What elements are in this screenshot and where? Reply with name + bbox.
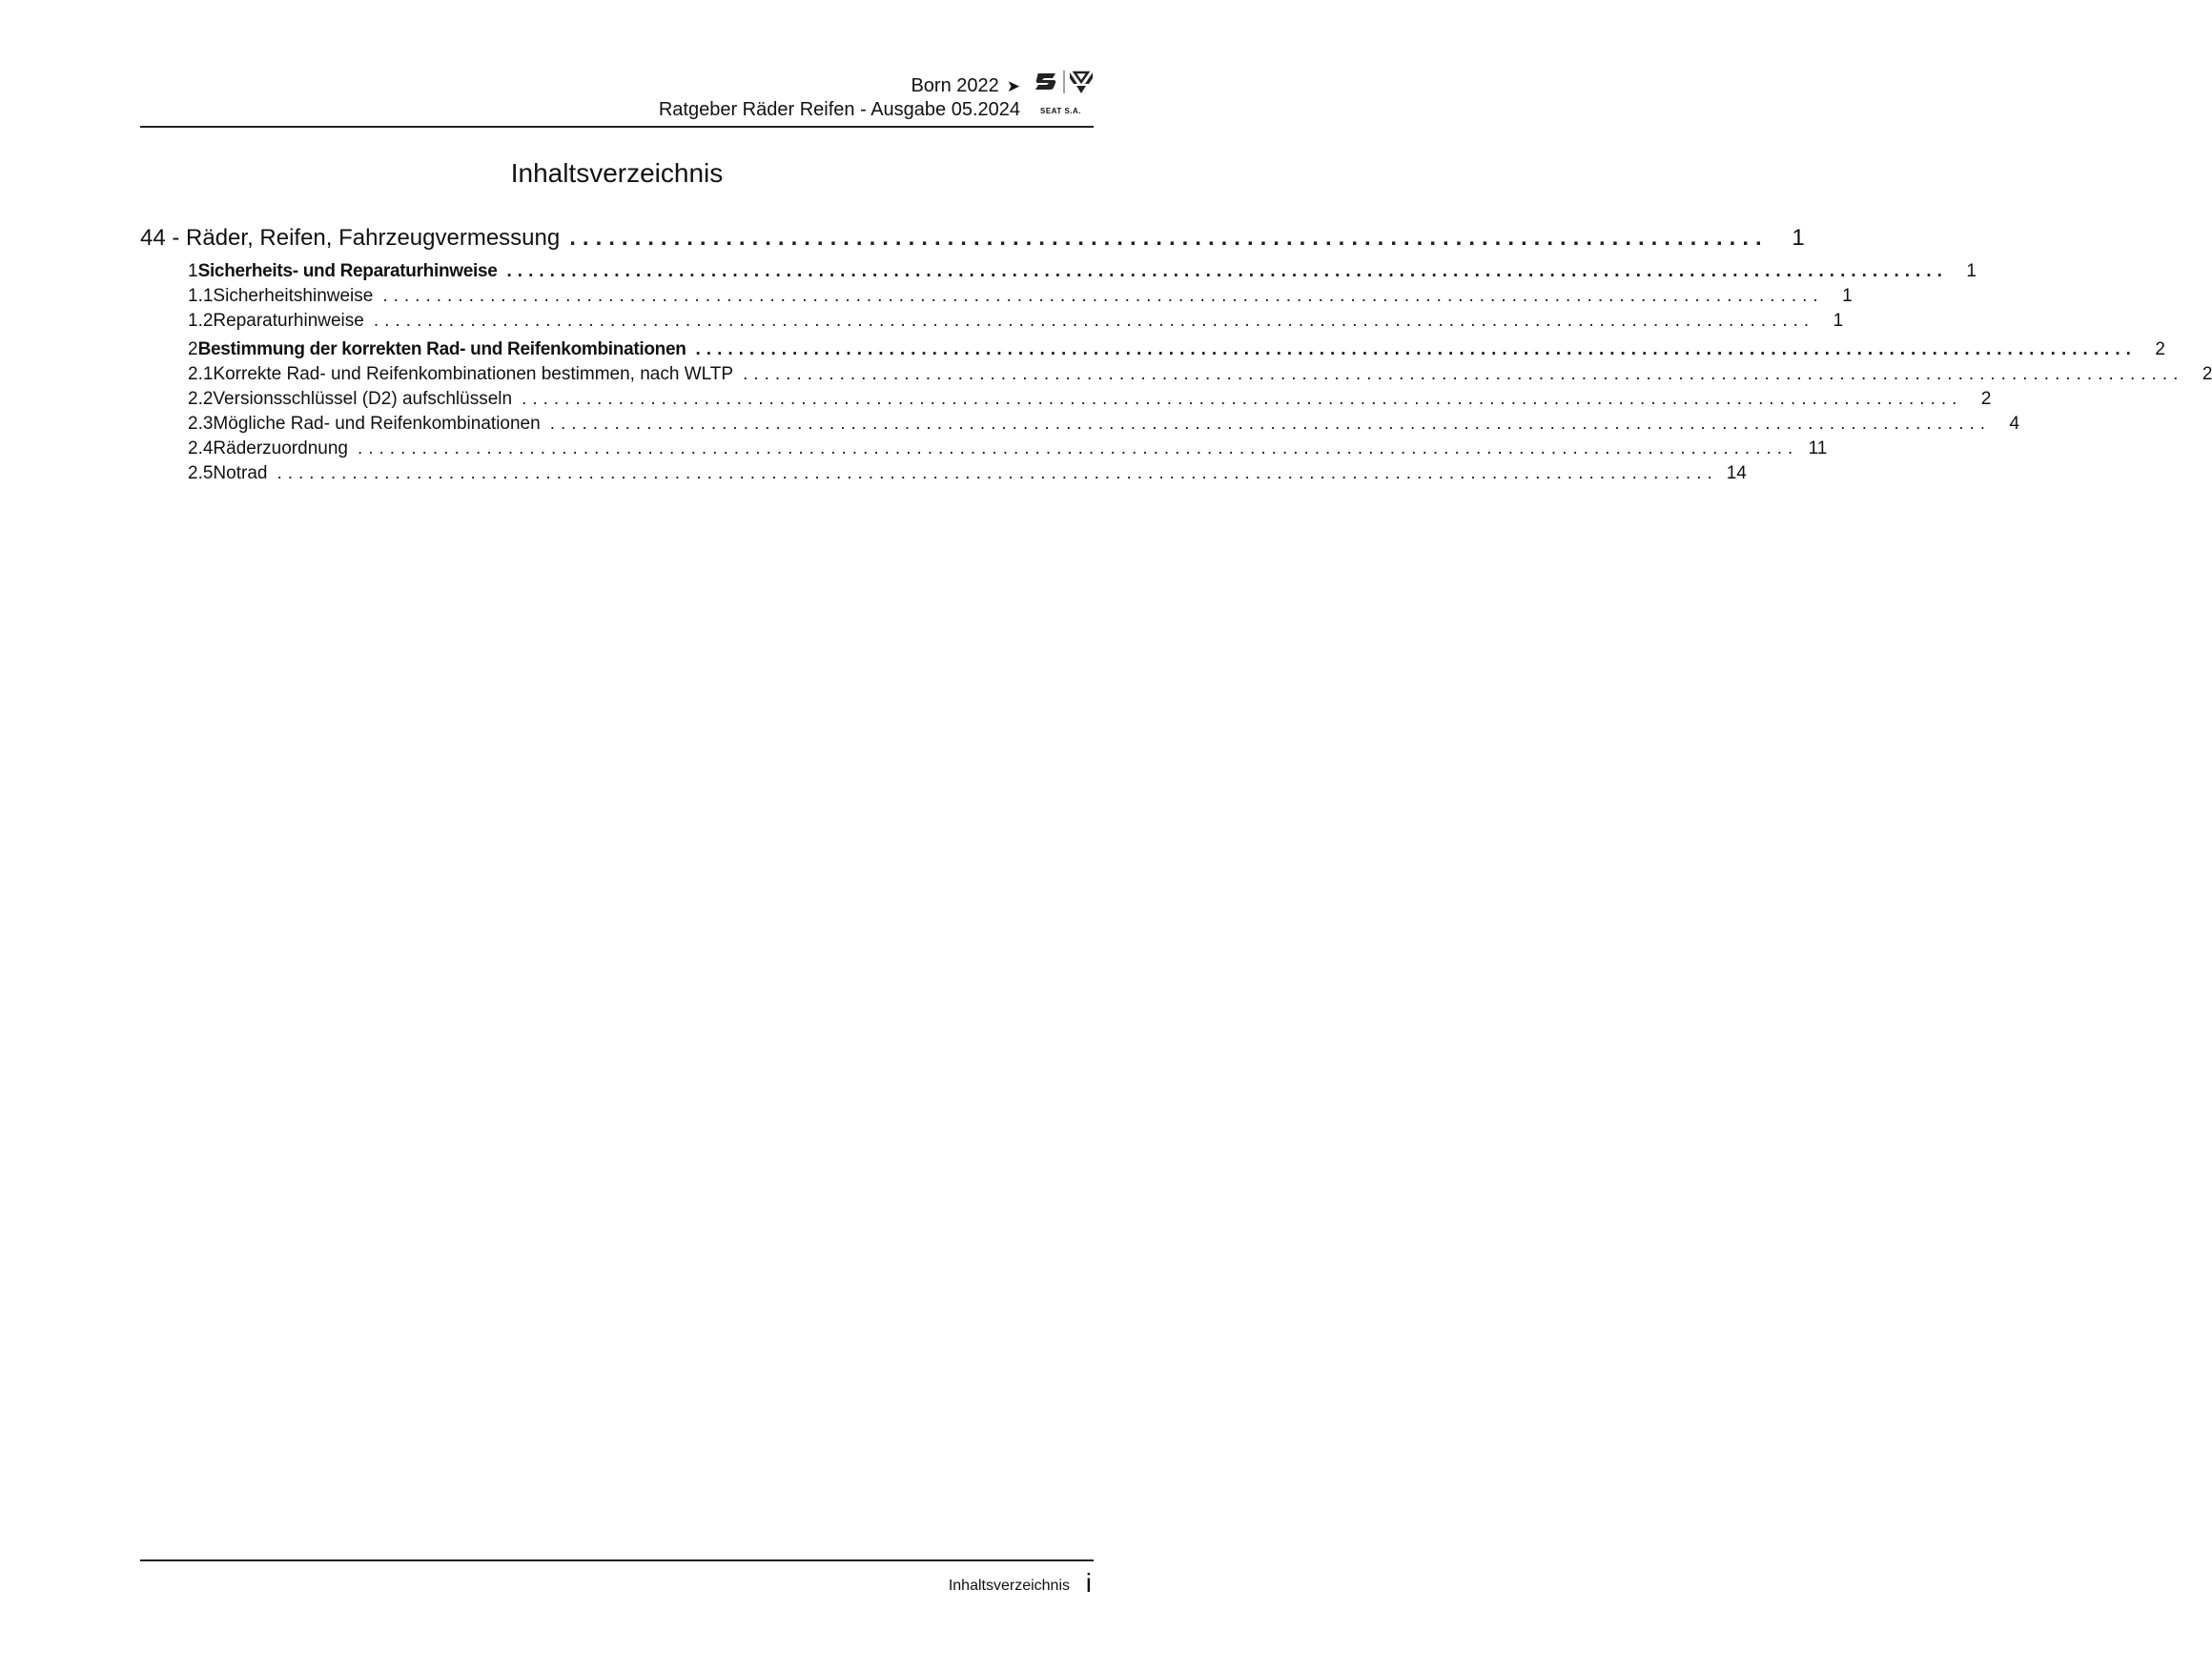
toc-entry-page: 14 [1726, 463, 1747, 483]
toc-entry[interactable] [140, 414, 2020, 435]
footer-page-number: i [1085, 1568, 1092, 1598]
seat-logo-icon [1035, 73, 1055, 90]
toc-entry-page: 2 [2202, 364, 2212, 384]
toc-entry[interactable] [140, 463, 1747, 484]
toc-entry-page: 11 [1808, 438, 1828, 459]
page-title: Inhaltsverzeichnis [510, 158, 724, 188]
toc-leader-dots: ...................................................................................................................................... [382, 286, 1824, 306]
header-rule [140, 126, 1094, 128]
toc-chapter-entry[interactable] [140, 225, 1805, 252]
toc-entry-title: Versionsschlüssel (D2) aufschlüsseln [213, 389, 513, 409]
toc-leader-dots: ...................................................................................................................................... [695, 339, 2137, 359]
toc-entry[interactable] [140, 438, 1828, 459]
toc-leader-dots: ...................................................................................................................................... [743, 364, 2184, 384]
toc-chapter-title: 44 - Räder, Reifen, Fahrzeugvermessung [140, 225, 561, 251]
arrow-icon: ➤ [1006, 77, 1020, 95]
toc-entry-title: Bestimmung der korrekten Rad- und Reifenkombinationen [197, 339, 686, 359]
model-name: Born 2022 [911, 75, 999, 96]
toc-entry-title: Räderzuordnung [213, 438, 348, 459]
document-subtitle: Ratgeber Räder Reifen - Ausgabe 05.2024 [658, 99, 1020, 120]
toc-entry-number: 2.5 [188, 463, 214, 483]
toc-entry-title: Notrad [213, 463, 268, 483]
toc-entry-title: Mögliche Rad- und Reifenkombinationen [213, 414, 541, 434]
toc-entry-number: 2.1 [188, 364, 214, 384]
toc-entry-title: Sicherheitshinweise [213, 286, 374, 306]
toc-leader-dots: ...................................................................................................................................... [276, 463, 1718, 483]
toc-entry-number: 2.3 [188, 414, 214, 434]
toc-entry[interactable] [140, 261, 1976, 282]
toc-entry[interactable] [140, 339, 2165, 360]
toc-entry-number: 1.2 [188, 311, 214, 331]
toc-leader-dots: ...................................................................................................................................... [506, 261, 1948, 281]
header [659, 74, 1020, 122]
toc-entry-title: Reparaturhinweise [213, 311, 364, 331]
toc-entry-number: 2.2 [188, 389, 214, 409]
toc-entry[interactable] [140, 311, 1844, 332]
toc-entry-title: Sicherheits- und Reparaturhinweise [197, 261, 498, 281]
toc-leader-dots: ...................................................................................................................................... [522, 389, 1963, 409]
toc-leader-dots: ...................................................................................................................................... [373, 311, 1815, 331]
toc-entry-title: Korrekte Rad- und Reifenkombinationen bestimmen, nach WLTP [213, 364, 734, 384]
toc-entry-page: 4 [2009, 414, 2020, 434]
toc-leader-dots: ............................................................................................ [569, 225, 1769, 251]
toc-entry[interactable] [140, 286, 1853, 307]
toc-chapter-page: 1 [1792, 225, 1805, 251]
toc-leader-dots: ...................................................................................................................................... [357, 438, 1799, 459]
toc-entry[interactable] [140, 389, 1992, 410]
toc-entry-page: 1 [1842, 286, 1853, 306]
toc-entry-page: 2 [2155, 339, 2165, 359]
toc-entry-number: 2 [188, 339, 198, 359]
toc-entry-page: 1 [1833, 311, 1844, 331]
toc-entry[interactable] [140, 364, 2212, 385]
seat-cupra-logo-svg [1034, 69, 1113, 107]
toc-entry-number: 2.4 [188, 438, 214, 459]
toc-entry-page: 1 [1966, 261, 1976, 281]
footer-section-label: Inhaltsverzeichnis [948, 1578, 1070, 1594]
header-model-line [659, 74, 1020, 98]
logo-caption: SEAT S.A. [1040, 107, 1082, 115]
brand-logos [1034, 69, 1113, 116]
cupra-logo-icon [1070, 72, 1093, 93]
toc-entry-number: 1 [188, 261, 198, 281]
toc-leader-dots: ...................................................................................................................................... [549, 414, 1992, 434]
toc-entry-number: 1.1 [188, 286, 214, 306]
footer-rule [140, 1559, 1094, 1561]
toc-entry-page: 2 [1980, 389, 1992, 409]
